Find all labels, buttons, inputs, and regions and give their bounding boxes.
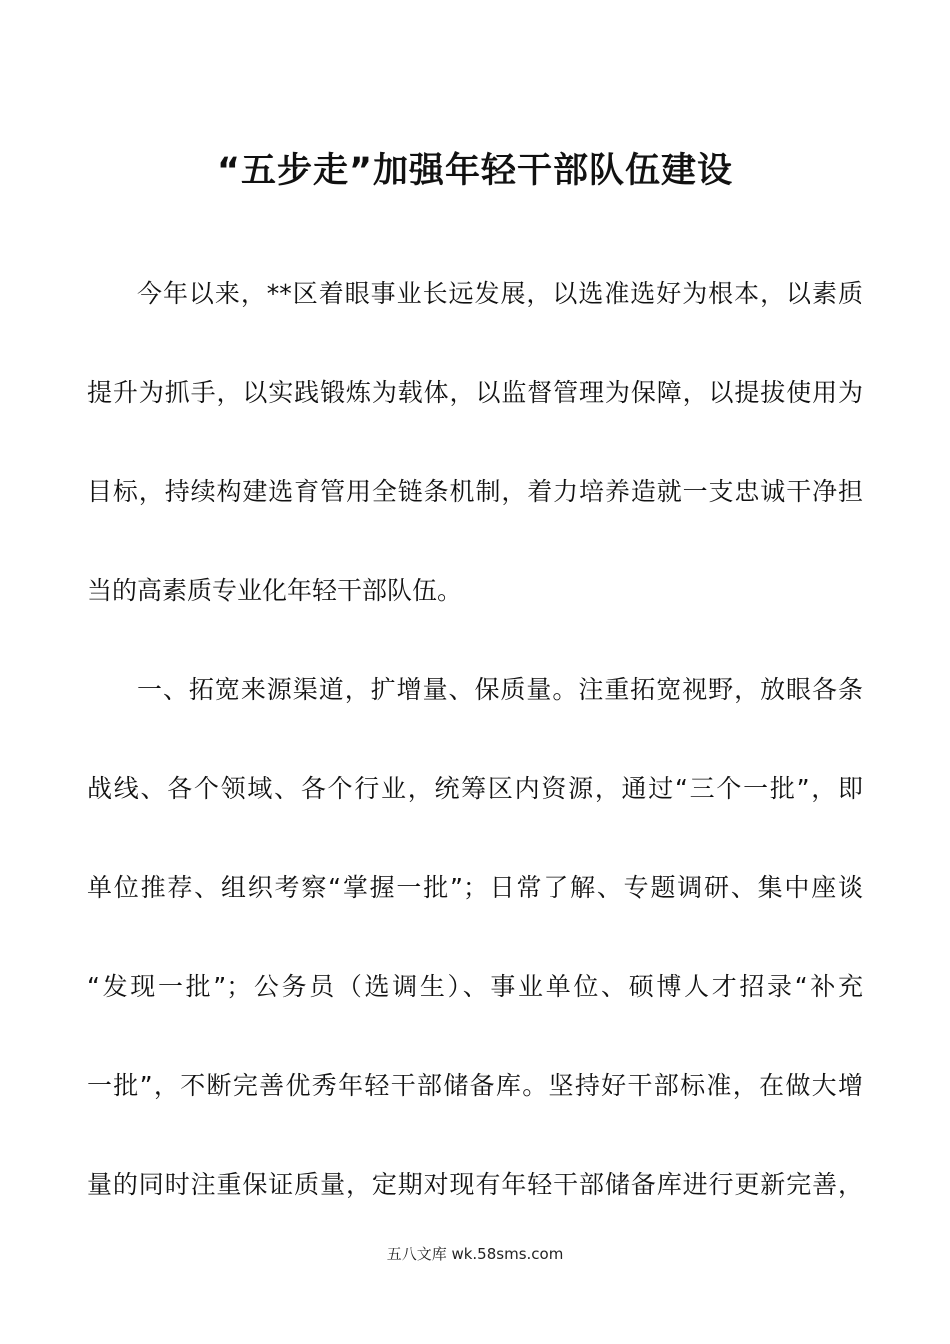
paragraph-line: 量的同时注重保证质量，定期对现有年轻干部储备库进行更新完善， (87, 1170, 863, 1199)
paragraph-line: 目标，持续构建选育管用全链条机制，着力培养造就一支忠诚干净担 (87, 477, 863, 506)
paragraph-line: 战线、各个领域、各个行业，统筹区内资源，通过“三个一批”，即 (87, 774, 863, 803)
paragraph-line: “发现一批”；公务员（选调生）、事业单位、硕博人才招录“补充 (87, 972, 863, 1001)
paragraph-line: 今年以来，**区着眼事业长远发展，以选准选好为根本，以素质 (137, 279, 863, 308)
paragraph-intro (87, 244, 863, 640)
paragraph-line: 提升为抓手，以实践锻炼为载体，以监督管理为保障，以提拔使用为 (87, 378, 863, 407)
paragraph-line: 一、拓宽来源渠道，扩增量、保质量。注重拓宽视野，放眼各条 (137, 675, 863, 704)
paragraph-line: 当的高素质专业化年轻干部队伍。 (87, 576, 463, 605)
document-title: “五步走”加强年轻干部队伍建设 (216, 151, 733, 191)
paragraph-section-one (87, 640, 863, 1234)
paragraph-line: 单位推荐、组织考察“掌握一批”；日常了解、专题调研、集中座谈 (87, 873, 863, 902)
footer-watermark: 五八文库 wk.58sms.com (386, 1245, 564, 1263)
paragraph-line: 一批”，不断完善优秀年轻干部储备库。坚持好干部标准，在做大增 (87, 1071, 863, 1100)
